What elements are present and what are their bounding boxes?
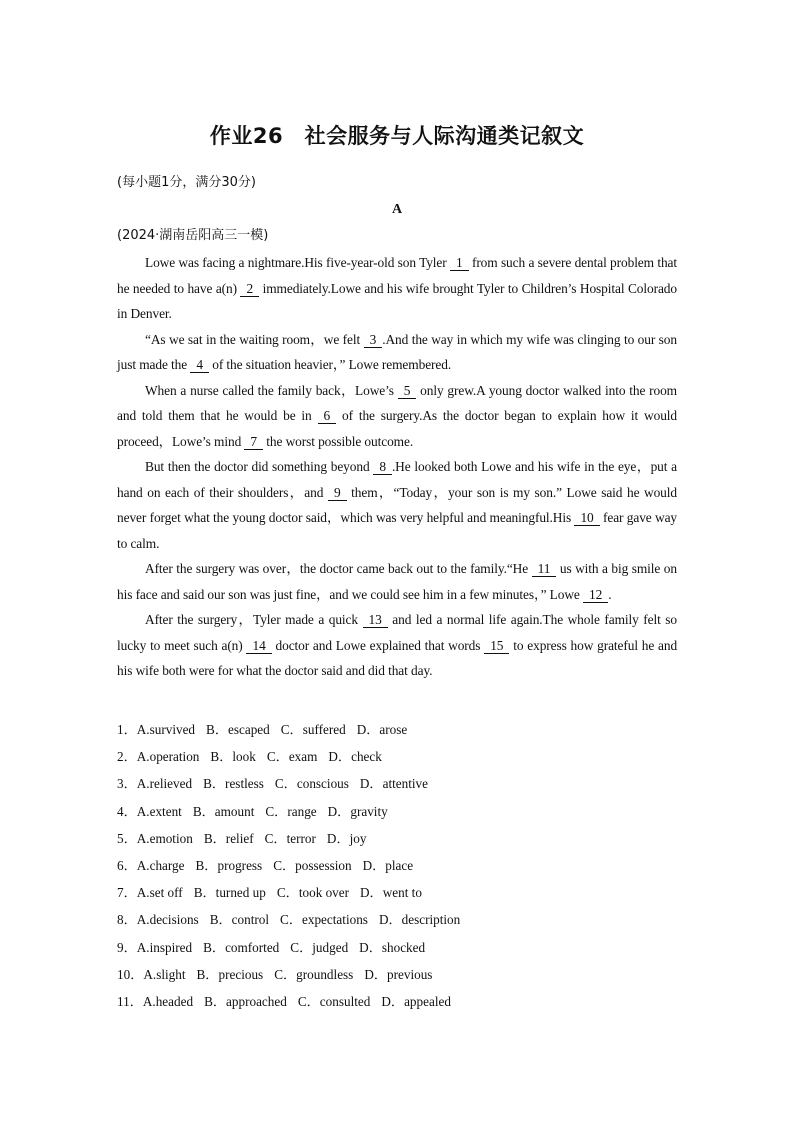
option-c: C．expectations	[280, 912, 368, 928]
paragraph-2	[117, 327, 677, 378]
paragraph-5	[117, 556, 677, 607]
blank-13: 13	[363, 613, 388, 628]
passage-text: of the situation heavier，” Lowe remembered.	[212, 357, 452, 372]
option-d: D．gravity	[327, 803, 388, 819]
blank-4: 4	[190, 358, 209, 373]
question-number: 9．	[117, 939, 137, 955]
option-d: D．previous	[364, 966, 433, 982]
passage-text: immediately.Lowe and his wife brought Tyler to Children’s Hospital Colorado in Denver.	[117, 280, 677, 321]
question-number: 8．	[117, 912, 137, 928]
question-row	[117, 773, 677, 800]
option-c: C．conscious	[274, 776, 349, 792]
option-a: A.emotion	[136, 830, 193, 846]
option-d: D．went to	[360, 885, 422, 901]
question-number: 2．	[117, 749, 137, 765]
blank-12: 12	[583, 588, 608, 603]
option-b: B．turned up	[193, 885, 266, 901]
question-number: 7．	[117, 885, 137, 901]
blank-9: 9	[328, 486, 347, 501]
option-d: D．attentive	[359, 776, 429, 792]
option-c: C．range	[265, 803, 317, 819]
option-b: B．escaped	[206, 722, 270, 737]
blank-6: 6	[318, 409, 337, 424]
option-d: D．check	[328, 749, 382, 765]
option-b: B．look	[210, 749, 256, 765]
option-b: B．restless	[203, 776, 264, 792]
passage-text: After the surgery was over，the doctor came back out to the family.“He	[145, 561, 529, 576]
option-d: D．joy	[326, 830, 367, 846]
blank-15: 15	[484, 639, 509, 654]
option-b: B．comforted	[203, 939, 280, 955]
passage-text: and led a normal life again.The whole family felt so lucky to meet such a(n)	[117, 612, 678, 653]
paragraph-1	[117, 250, 677, 327]
question-number: 4．	[117, 803, 137, 819]
blank-11: 11	[532, 562, 557, 577]
question-row	[117, 855, 677, 882]
paragraph-6	[117, 607, 677, 684]
passage-text: the worst possible outcome.	[266, 433, 414, 449]
blank-2: 2	[240, 282, 259, 297]
option-c: C．consulted	[297, 993, 371, 1009]
question-row	[117, 719, 677, 746]
question-number: 10．	[117, 966, 144, 982]
blank-14: 14	[246, 639, 271, 654]
option-d: D．shocked	[359, 939, 426, 955]
option-a: A.extent	[136, 803, 182, 819]
option-a: A.headed	[142, 993, 194, 1009]
question-number: 6．	[117, 857, 137, 873]
passage-text: .	[608, 586, 612, 602]
answer-options	[117, 719, 677, 1018]
option-d: D．arose	[356, 722, 408, 737]
paragraph-3	[117, 378, 677, 455]
question-row	[117, 746, 677, 773]
passage-text: to express how grateful he and his wife both were for what the doctor said and did that day.	[117, 637, 678, 678]
blank-1: 1	[450, 256, 469, 271]
passage-text: of the surgery.As the doctor began to explain how it would proceed，Lowe’s mind	[117, 408, 678, 449]
scoring-note: (每小题1分，满分30分)	[117, 175, 256, 190]
option-b: B．progress	[195, 857, 263, 873]
option-a: A.charge	[136, 857, 185, 873]
passage-text: doctor and Lowe explained that words	[275, 637, 481, 653]
passage-text: fear gave way to calm.	[117, 510, 678, 551]
blank-3: 3	[364, 333, 383, 348]
source-note: (2024·湖南岳阳高三一模)	[117, 228, 269, 243]
passage-text: them，“Today，your son is my son.” Lowe said he would never forget what the young doctor said，which was very helpful and meaningful.His	[117, 484, 677, 525]
option-a: A.operation	[136, 749, 200, 765]
question-row	[117, 991, 677, 1018]
question-number: 3．	[117, 776, 137, 792]
passage-text: .And the way in which my wife was clinging to our son just made the	[117, 331, 677, 372]
passage-text: from such a severe dental problem that he needed to have a(n)	[117, 255, 677, 296]
option-b: B．control	[209, 912, 270, 928]
option-a: A.relieved	[136, 776, 193, 792]
question-row	[117, 937, 677, 964]
option-a: A.slight	[143, 966, 186, 982]
option-c: C．exam	[266, 749, 318, 765]
question-number: 5．	[117, 830, 137, 846]
passage-text: When a nurse called the family back，Lowe’s	[145, 382, 394, 398]
blank-10: 10	[574, 511, 599, 526]
option-c: C．possession	[273, 857, 352, 873]
question-row	[117, 909, 677, 936]
passage-text: Lowe was facing a nightmare.His five-year-old son Tyler	[145, 255, 447, 270]
option-d: D．appealed	[381, 993, 451, 1009]
paragraph-4	[117, 454, 677, 556]
passage-text: us with a big smile on his face and said our son was just fine，and we could see him in a few minutes，” Lowe	[117, 561, 677, 602]
question-row	[117, 964, 677, 991]
option-b: B．amount	[192, 803, 255, 819]
option-d: D．place	[362, 857, 414, 873]
option-d: D．description	[378, 912, 461, 928]
option-b: B．approached	[204, 993, 287, 1009]
option-a: A.decisions	[136, 912, 199, 928]
question-number: 11．	[117, 993, 143, 1009]
option-b: B．precious	[196, 966, 264, 982]
blank-8: 8	[373, 460, 392, 475]
section-label: A	[391, 202, 403, 217]
passage-text: After the surgery，Tyler made a quick	[145, 612, 358, 627]
passage-text: But then the doctor did something beyond	[145, 459, 370, 474]
option-c: C．groundless	[274, 966, 354, 982]
passage-text: only grew.A young doctor walked into the room and told them that he would be in	[117, 382, 678, 423]
blank-5: 5	[398, 384, 417, 399]
page-title: 作业26 社会服务与人际沟通类记叙文	[209, 124, 585, 148]
cloze-passage	[117, 250, 677, 684]
question-row	[117, 882, 677, 909]
option-b: B．relief	[203, 830, 254, 846]
option-a: A.set off	[136, 885, 183, 901]
option-c: C．terror	[264, 830, 316, 846]
option-a: A.inspired	[136, 939, 193, 955]
option-c: C．judged	[290, 939, 349, 955]
question-row	[117, 801, 677, 828]
passage-text: .He looked both Lowe and his wife in the eye，put a hand on each of their shoulders，and	[117, 459, 677, 500]
option-a: A.survived	[136, 722, 196, 737]
option-c: C．took over	[276, 885, 350, 901]
option-c: C．suffered	[280, 722, 346, 737]
question-row	[117, 828, 677, 855]
passage-text: “As we sat in the waiting room，we felt	[145, 331, 361, 347]
blank-7: 7	[244, 435, 263, 450]
question-number: 1．	[117, 722, 137, 737]
